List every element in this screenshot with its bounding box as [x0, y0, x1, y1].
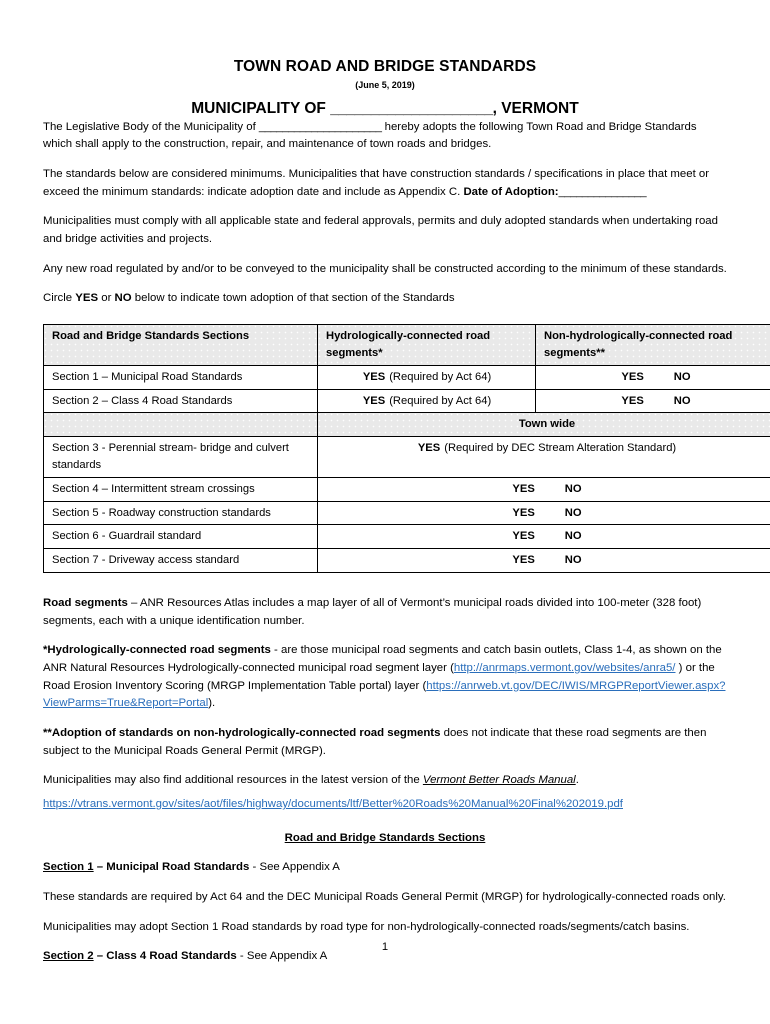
townwide-answer-cell	[318, 525, 770, 549]
date-of-adoption-label: Date of Adoption:	[463, 185, 559, 198]
yes-option[interactable]: YES	[417, 442, 441, 455]
anrweb-mrgp-report-link[interactable]: https://anrweb.vt.gov/DEC/IWIS/MRGPReportViewer.aspx?ViewParms=True&Report=Portal	[43, 679, 726, 710]
intro-p1-part1: The Legislative Body of the Municipality of	[43, 120, 259, 133]
resources-link-paragraph	[43, 796, 727, 814]
yes-option[interactable]: YES	[362, 394, 386, 407]
table-header-hydro: Hydrologically-connected road segments*	[318, 325, 536, 366]
circle-instruction-prefix: Circle	[43, 292, 76, 305]
section-1-paragraph-2: Municipalities may adopt Section 1 Road standards by road type for non-hydrologically-connected roads/segments/catch basins.	[43, 920, 690, 933]
yes-option[interactable]: YES	[512, 530, 535, 543]
nonhydro-footnote	[43, 725, 727, 760]
townwide-header-row	[44, 413, 770, 437]
road-segments-label: Road segments	[43, 596, 128, 609]
better-roads-manual-link[interactable]: https://vtrans.vermont.gov/sites/aot/files/highway/documents/ltf/Better%20Roads%20Manual%20Final%202019.pdf	[43, 797, 623, 810]
standards-adoption-table	[43, 324, 770, 573]
hydro-footnote	[43, 642, 727, 713]
table-row	[44, 389, 770, 413]
no-option[interactable]: NO	[564, 482, 582, 495]
municipality-name-blank-field[interactable]: _____________________	[258, 120, 382, 133]
yes-option[interactable]: YES	[512, 506, 535, 519]
hydro-footnote-label: *Hydrologically-connected road segments	[43, 644, 271, 657]
document-date: (June 5, 2019)	[355, 79, 415, 90]
municipality-blank-field[interactable]: ____________________	[330, 100, 493, 118]
intro-paragraph-5	[43, 290, 727, 308]
townwide-answer-cell	[318, 501, 770, 525]
intro-paragraph-4: Any new road regulated by and/or to be conveyed to the municipality shall be constructed according to the minimum of these standards.	[43, 262, 727, 275]
table-header-sections: Road and Bridge Standards Sections	[44, 325, 318, 366]
section-name-cell: Section 4 – Intermittent stream crossings	[44, 477, 318, 501]
townwide-answer-cell	[318, 477, 770, 501]
section-2-label: Section 2	[43, 950, 94, 963]
section-1-appendix: - See Appendix A	[249, 861, 340, 874]
road-segments-note	[43, 595, 727, 630]
nonhydro-answer-cell	[536, 365, 770, 389]
anrmaps-link[interactable]: http://anrmaps.vermont.gov/websites/anra5/	[453, 661, 676, 674]
table-row	[44, 477, 770, 501]
requirement-note: (Required by DEC Stream Alteration Standard)	[444, 442, 677, 455]
section-1-paragraph-1: These standards are required by Act 64 and the DEC Municipal Roads General Permit (MRGP) for hydrologically-connected roads only.	[43, 890, 726, 903]
no-option[interactable]: NO	[564, 530, 582, 543]
table-header-row	[44, 325, 770, 366]
hydro-answer-cell	[318, 365, 536, 389]
yes-option[interactable]: YES	[621, 370, 644, 383]
resources-text-1: Municipalities may also find additional resources in the latest version of the	[43, 774, 423, 787]
date-of-adoption-blank-field[interactable]: _______________	[558, 185, 647, 198]
or-keyword: or	[98, 292, 115, 305]
yes-option[interactable]: YES	[362, 370, 386, 383]
circle-instruction-suffix: below to indicate town adoption of that section of the Standards	[131, 292, 455, 305]
requirement-note: (Required by Act 64)	[389, 394, 492, 407]
section-2-appendix: - See Appendix A	[236, 950, 328, 963]
hydro-answer-cell	[318, 389, 536, 413]
hydro-footnote-text-3: ).	[208, 697, 216, 710]
hydro-footnote-text-1: - are those municipal road segments and catch basin outlets, Class 1-4, as shown on the ANR Natural Resources Hydrologically-connected municipal road segment layer (	[43, 644, 722, 674]
section-1-heading	[43, 859, 727, 877]
subtitle-prefix: MUNICIPALITY OF	[191, 100, 331, 118]
no-option[interactable]: NO	[673, 370, 691, 383]
section-name-cell: Section 1 – Municipal Road Standards	[44, 365, 318, 389]
intro-paragraph-1	[43, 119, 727, 154]
yes-option[interactable]: YES	[512, 554, 535, 567]
page-number: 1	[381, 941, 389, 953]
no-option[interactable]: NO	[564, 506, 582, 519]
nonhydro-footnote-label: **Adoption of standards on non-hydrologically-connected road segments	[43, 726, 441, 739]
better-roads-manual-title: Vermont Better Roads Manual	[422, 774, 576, 787]
intro-p2-part1: The standards below are considered minimums. Municipalities that have construction standards / specifications in place that meet or exceed the minimum standards: indicate adoption date and include as Appendix C.	[43, 168, 710, 198]
subtitle-suffix: , VERMONT	[492, 100, 579, 118]
document-content	[43, 58, 733, 978]
hydro-footnote-text-2: ) or the Road Erosion Inventory Scoring (MRGP Implementation Table portal) layer (	[43, 661, 715, 692]
sections-heading: Road and Bridge Standards Sections	[284, 831, 486, 844]
section-name-cell: Section 3 - Perennial stream- bridge and culvert standards	[44, 437, 318, 478]
section-1-title: – Municipal Road Standards	[93, 861, 250, 874]
section-name-cell: Section 2 – Class 4 Road Standards	[44, 389, 318, 413]
section-name-cell: Section 5 - Roadway construction standards	[44, 501, 318, 525]
yes-option[interactable]: YES	[621, 394, 644, 407]
nonhydro-answer-cell	[536, 389, 770, 413]
section-name-cell: Section 6 - Guardrail standard	[44, 525, 318, 549]
townwide-answer-cell	[318, 437, 770, 478]
section-1-label: Section 1	[43, 861, 94, 874]
no-option[interactable]: NO	[673, 394, 691, 407]
requirement-note: (Required by Act 64)	[389, 370, 492, 383]
intro-paragraph-2	[43, 166, 727, 201]
yes-option[interactable]: YES	[512, 482, 535, 495]
townwide-label: Town wide	[318, 413, 770, 437]
townwide-empty-cell	[44, 413, 318, 437]
road-segments-text: – ANR Resources Atlas includes a map layer of all of Vermont’s municipal roads divided into 100-meter (328 foot) segments, each with a unique identification number.	[43, 596, 702, 627]
table-row	[44, 501, 770, 525]
resources-text-2: .	[575, 774, 579, 787]
page-title: TOWN ROAD AND BRIDGE STANDARDS	[233, 58, 537, 75]
table-row	[44, 549, 770, 573]
intro-p1-part2: hereby adopts the following Town Road and Bridge Standards which shall apply to the construction, repair, and maintenance of town roads and bridges.	[43, 120, 697, 151]
townwide-answer-cell	[318, 549, 770, 573]
table-row	[44, 525, 770, 549]
table-row	[44, 365, 770, 389]
yes-keyword: YES	[75, 292, 99, 305]
section-2-title: – Class 4 Road Standards	[93, 950, 237, 963]
intro-paragraph-3: Municipalities must comply with all applicable state and federal approvals, permits and duly adopted standards when undertaking road and bridge activities and projects.	[43, 215, 718, 246]
resources-note	[43, 772, 727, 790]
section-name-cell: Section 7 - Driveway access standard	[44, 549, 318, 573]
nonhydro-footnote-text: does not indicate that these road segments are then subject to the Municipal Roads General Permit (MRGP).	[43, 726, 707, 757]
no-keyword: NO	[114, 292, 132, 305]
no-option[interactable]: NO	[564, 554, 582, 567]
table-row	[44, 437, 770, 478]
document-subtitle	[43, 99, 727, 118]
table-header-nonhydro: Non-hydrologically-connected road segments**	[536, 325, 770, 366]
